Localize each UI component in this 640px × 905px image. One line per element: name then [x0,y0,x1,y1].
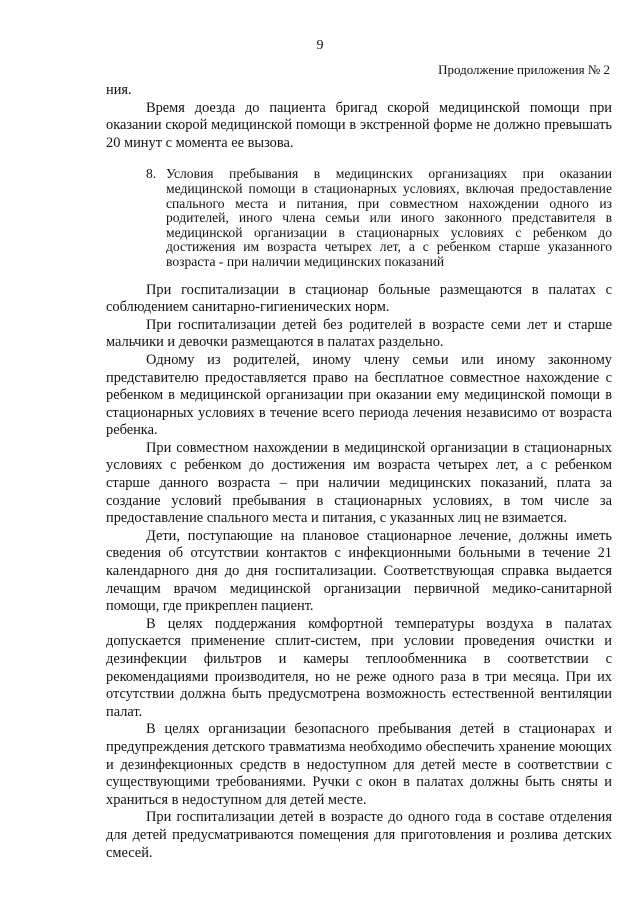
paragraph: При госпитализации в стационар больные размещаются в палатах с соблюдением санитарно-гигиенических норм. [106,281,612,316]
paragraph: В целях организации безопасного пребывания детей в стационарах и предупреждения детского травматизма необходимо обеспечить хранение моющих и дезинфекционных средств в недоступном для детей месте в соответствии с существующими требованиями. Ручки с окон в палатах должны быть сняты и храниться в недоступном для детей месте. [106,721,612,808]
appendix-continuation-label: Продолжение приложения № 2 [438,62,610,77]
document-body [106,82,612,862]
paragraph-carryover: ния. [106,82,132,98]
paragraph: В целях поддержания комфортной температуры воздуха в палатах допускается применение сплит-систем, при условии проведения очистки и дезинфекции фильтров и камеры теплообменника в соответствии с рекомендациями производителя, но не реже одного раза в три месяца. При их отсутствии должна быть предусмотрена возможность естественной вентиляции палат. [106,615,612,720]
paragraph-ambulance-time: Время доезда до пациента бригад скорой медицинской помощи при оказании скорой медицинской помощи в экстренной форме не должно превышать 20 минут с момента ее вызова. [106,99,612,151]
paragraph: При госпитализации детей в возрасте до одного года в составе отделения для детей предусматриваются помещения для приготовления и розлива детских смесей. [106,809,612,861]
section-title: Условия пребывания в медицинских организациях при оказании медицинской помощи в стационарных условиях, включая предоставление спального места и питания, при совместном нахождении одного из родителей, иного члена семьи или иного законного представителя в медицинской организации в стационарных условиях с ребенком до достижения им возраста четырех лет, а с ребенком старше указанного возраста - при наличии медицинских показаний [166,166,612,269]
page-number: 9 [316,38,324,53]
section-heading [146,167,612,269]
paragraph: Одному из родителей, иному члену семьи или иному законному представителю предоставляется право на бесплатное совместное нахождение с ребенком в медицинской организации при оказании ему медицинской помощи в стационарных условиях в течение всего периода лечения независимо от возраста ребенка. [106,351,612,439]
paragraph: При совместном нахождении в медицинской организации в стационарных условиях с ребенком до достижения им возраста четырех лет, а с ребенком старше данного возраста – при наличии медицинских показаний, плата за создание условий пребывания в стационарных условиях, в том числе за предоставление спального места и питания, с указанных лиц не взимается. [106,439,612,527]
paragraph: При госпитализации детей без родителей в возрасте семи лет и старше мальчики и девочки размещаются в палатах раздельно. [106,316,612,351]
section-number: 8. [146,166,157,182]
paragraph: Дети, поступающие на плановое стационарное лечение, должны иметь сведения об отсутствии контактов с инфекционными больными в течение 21 календарного дня до дня госпитализации. Соответствующая справка выдается лечащим врачом медицинской организации первичной медико-санитарной помощи, где прикреплен пациент. [106,527,612,615]
